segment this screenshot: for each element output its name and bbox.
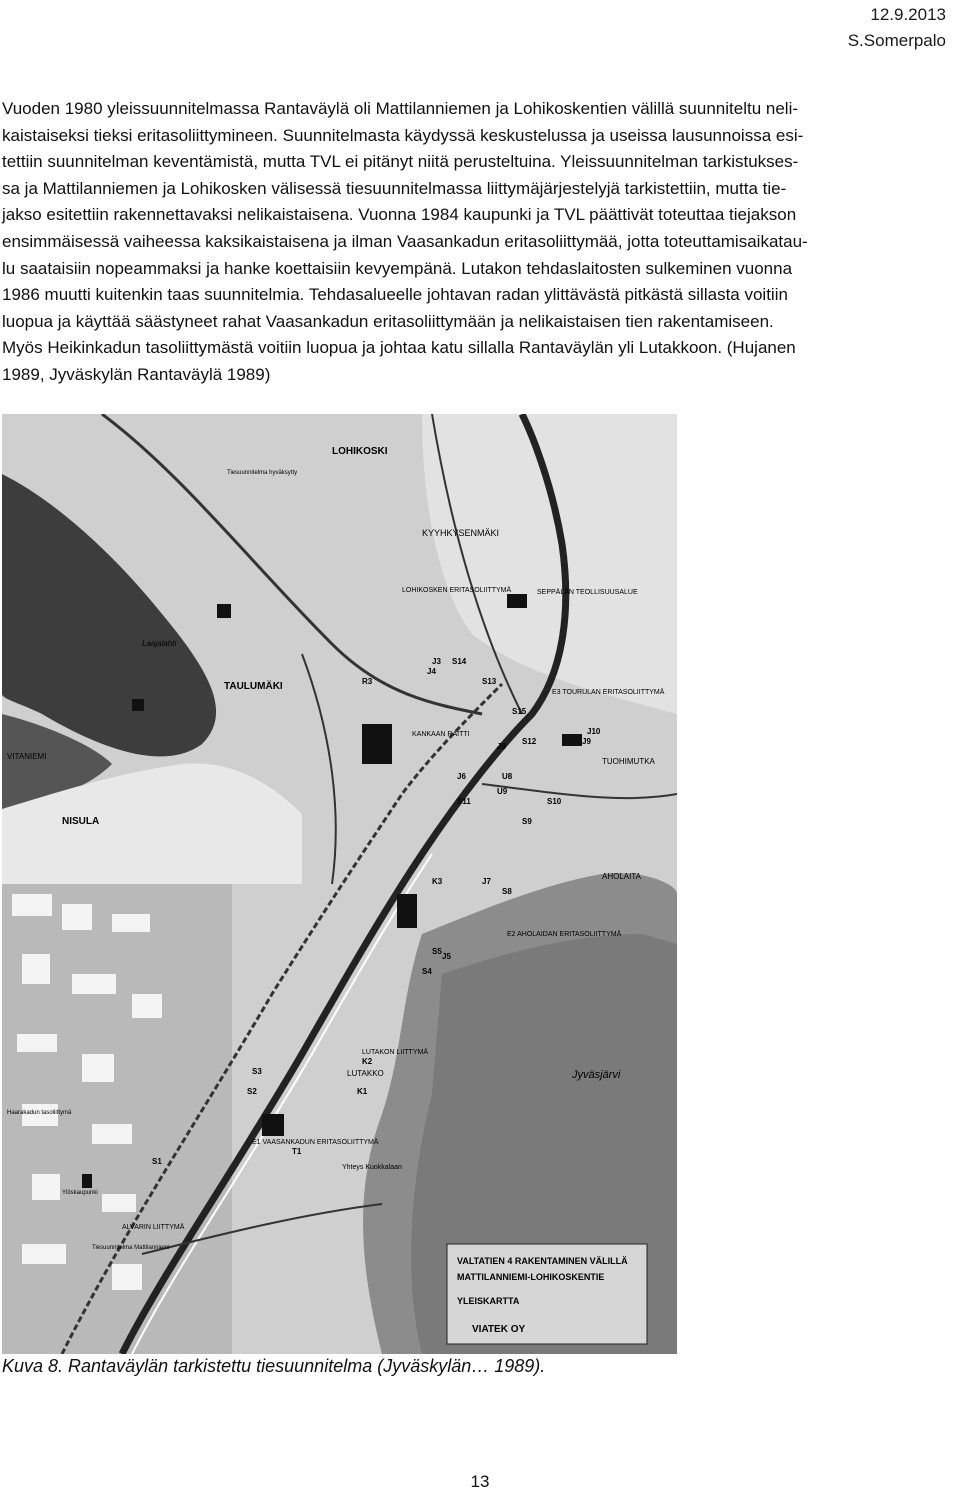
label-lohikosken-eritaso: LOHIKOSKEN ERITASOLIITTYMÄ <box>402 587 512 594</box>
title-line1: VALTATIEN 4 RAKENTAMINEN VÄLILLÄ <box>457 1256 628 1266</box>
map-code-label: S15 <box>512 707 527 716</box>
body-line: lu saataisiin nopeammaksi ja hanke koettaisiin kevyempänä. Lutakon tehdaslaitosten sulkeminen vuonna <box>2 258 793 278</box>
label-vitaniemi: VITANIEMI <box>7 752 47 761</box>
map-code-label: S12 <box>522 737 537 746</box>
body-line: ensimmäisessä vaiheessa kaksikaistaisena ja ilman Vaasankadun eritasoliittymää, jotta toteuttamisaikatau- <box>2 231 808 251</box>
map-code-label: K2 <box>362 1057 373 1066</box>
body-line: Myös Heikinkadun tasoliittymästä voitiin luopua ja johtaa katu sillalla Rantaväylän yli Lutakkoon. (Hujanen <box>2 338 796 358</box>
map-code-label: S11 <box>457 797 471 806</box>
map-code-label: S2 <box>247 1087 257 1096</box>
title-company: VIATEK OY <box>472 1324 526 1335</box>
label-lutakko: LUTAKKO <box>347 1069 384 1078</box>
map-code-label: S8 <box>502 887 512 896</box>
label-laajalahti: Laajalahti <box>142 639 177 648</box>
map-code-label: J7 <box>482 877 491 886</box>
label-lohikoski: LOHIKOSKI <box>332 446 388 457</box>
map-code-label: J4 <box>427 667 436 676</box>
label-kyyhkysenmaki: KYYHKYSENMÄKI <box>422 528 500 538</box>
title-line3: YLEISKARTTA <box>457 1296 520 1306</box>
label-tiesuunnitelma: Tiesuunnitelma hyväksytty <box>227 470 298 476</box>
body-line: kaistaiseksi tieksi eritasoliittymineen. Suunnitelmasta käydyssä keskustelussa ja useissa lausunnoissa esi- <box>2 125 804 145</box>
label-yhteys: Yhteys Kuokkalaan <box>342 1164 402 1171</box>
body-line: luopua ja käyttää säästyneet rahat Vaasankadun eritasoliittymään ja nelikaistaisen tien rakentamiseen. <box>2 311 774 331</box>
map-code-label: J8 <box>497 742 506 751</box>
map-code-label: J10 <box>587 727 601 736</box>
figure-caption: Kuva 8. Rantaväylän tarkistettu tiesuunnitelma (Jyväskylän… 1989). <box>2 1356 546 1376</box>
label-aholaidan: E2 AHOLAIDAN ERITASOLIITTYMÄ <box>507 931 622 938</box>
map-code-label: J6 <box>457 772 466 781</box>
label-lutakon: LUTAKON LIITTYMÄ <box>362 1049 428 1056</box>
map-code-label: U8 <box>502 772 513 781</box>
label-alvarin: ALVARIN LIITTYMÄ <box>122 1224 185 1231</box>
map-code-label: U9 <box>497 787 508 796</box>
map-code-label: S10 <box>547 797 562 806</box>
map-code-label: T1 <box>292 1147 302 1156</box>
label-aholaita: AHOLAITA <box>602 872 641 881</box>
map-code-label: K1 <box>357 1087 368 1096</box>
map-code-label: J3 <box>432 657 441 666</box>
label-seppalan: SEPPÄLÄN TEOLLISUUSALUE <box>537 589 638 596</box>
body-line: sa ja Mattilanniemen ja Lohikosken välisessä tiesuunnitelmassa liittymäjärjestelyjä tarkistettiin, mutta tie- <box>2 178 787 198</box>
map-graphic <box>2 414 677 1354</box>
page-number: 13 <box>470 1472 490 1491</box>
map-code-label: K3 <box>432 877 443 886</box>
map-code-label: S5 <box>432 947 442 956</box>
body-line: 1986 muutti kuitenkin taas suunnitelmia. Tehdasalueelle johtavan radan ylittävästä pitkästä sillasta voitiin <box>2 285 788 305</box>
page-header <box>848 2 946 54</box>
header-author: S.Somerpalo <box>847 31 946 50</box>
map-code-label: S9 <box>522 817 532 826</box>
map-code-label: S14 <box>452 657 467 666</box>
road-plan-map <box>2 414 677 1354</box>
label-jyvasjarvi: Jyväsjärvi <box>572 1069 621 1081</box>
label-mattilan: Tiesuunnitelma Mattilanniemi <box>92 1245 170 1251</box>
title-line2: MATTILANNIEMI-LOHIKOSKENTIE <box>457 1272 605 1282</box>
map-code-label: S1 <box>152 1157 162 1166</box>
map-code-label: S3 <box>252 1067 262 1076</box>
map-code-label: J9 <box>582 737 591 746</box>
body-line: 1989, Jyväskylän Rantaväylä 1989) <box>2 364 271 384</box>
label-kankaan: KANKAAN RAITTI <box>412 731 470 738</box>
map-code-label: S4 <box>422 967 432 976</box>
map-code-label: J5 <box>442 952 451 961</box>
body-line: tettiin suunnitelman keventämistä, mutta TVL ei pitänyt niitä perusteltuina. Yleissuunnitelman tarkistukses- <box>2 152 799 172</box>
body-line: Vuoden 1980 yleissuunnitelmassa Rantaväylä oli Mattilanniemen ja Lohikoskentien välillä suunniteltu neli- <box>2 99 799 118</box>
label-vaasankadun: E1 VAASANKADUN ERITASOLIITTYMÄ <box>252 1139 379 1146</box>
header-date: 12.9.2013 <box>870 5 946 24</box>
label-kaupunki: Ylöskaupunki <box>62 1190 98 1196</box>
label-nisula: NISULA <box>62 816 100 827</box>
body-paragraph <box>2 96 950 389</box>
map-code-label: R3 <box>362 677 373 686</box>
label-taulumaki: TAULUMÄKI <box>224 681 283 692</box>
label-haarakadun: Haarakadun tasoliittymä <box>7 1110 72 1116</box>
label-tourulan: E3 TOURULAN ERITASOLIITTYMÄ <box>552 689 665 696</box>
label-tuohimutka: TUOHIMUTKA <box>602 757 655 766</box>
map-code-label: S13 <box>482 677 497 686</box>
body-line: jakso esitettiin rakennettavaksi nelikaistaisena. Vuonna 1984 kaupunki ja TVL päättivät toteuttaa tiejakson <box>2 205 797 225</box>
